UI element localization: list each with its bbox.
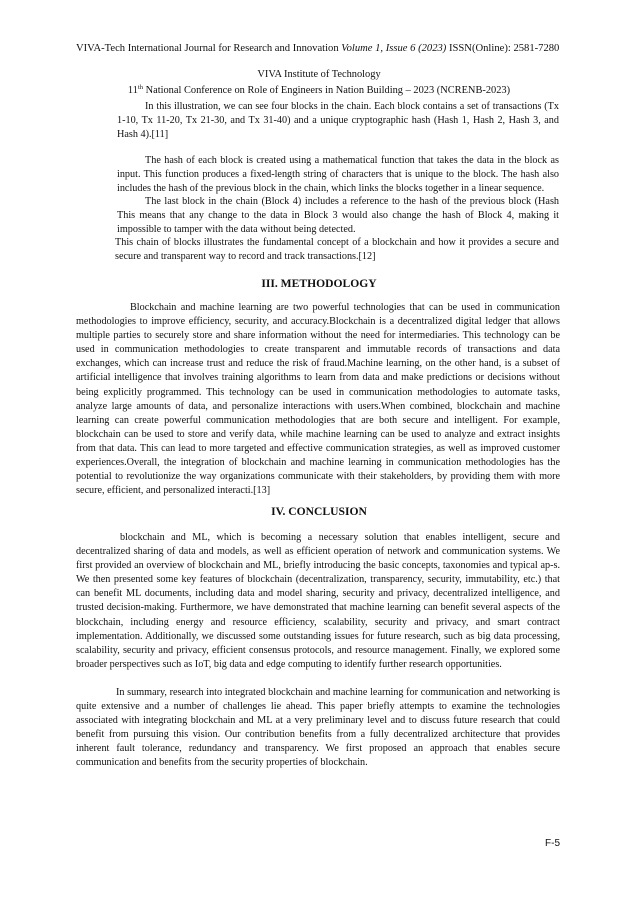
journal-issn: ISSN(Online): 2581-7280 [449, 43, 560, 54]
conference-name: 11th National Conference on Role of Engineers in Nation Building – 2023 (NCRENB-2023) [127, 84, 511, 96]
journal-name: VIVA-Tech International Journal for Research and Innovation [76, 43, 339, 54]
conclusion-paragraph-2: In summary, research into integrated blockchain and machine learning for communication and networking is quite extensive and a number of challenges lie ahead. This paper briefly attempts to examine the technologies associated with integrating blockchain and ML at a very preliminary level and to discuss future research that could benefit from pursuing this vision. Our contribution benefits from a fully decentralized architecture that provides inherent fault tolerance, redundancy and transparency. We first proposed an approach that enables secure communication and benefits from the security properties of blockchain. [76, 687, 560, 769]
journal-header [76, 42, 566, 55]
journal-volume: Volume 1, Issue 6 (2023) [341, 43, 447, 54]
page-number: F-5 [545, 838, 560, 849]
methodology-paragraph: Blockchain and machine learning are two powerful technologies that can be used in communication methodologies to improve efficiency, security, and accuracy.Blockchain is a decentralized digital ledger that allows multiple parties to securely store and share information without the need for intermediaries. This technology can be used in communication methodologies to create transparent and immutable records of transactions and data exchanges, which can increase trust and reduce the risk of fraud.Machine learning, on the other hand, is a subset of artificial intelligence that involves training algorithms to learn from data and make predictions or decisions without being explicitly programmed. This technology can be used in communication methodologies to automate tasks, analyze large amounts of data, and personalize interactions with users.When combined, blockchain and machine learning can create powerful communication methodologies that are both secure and intelligent. For example, blockchain can be used to store and verify data, while machine learning can be used to analyze and extract insights from that data. This can lead to more targeted and effective communication strategies, as well as improved customer experiences.Overall, the integration of blockchain and machine learning in communication methodologies has the potential to revolutionize the way organizations communicate with their stakeholders, by providing them with more secure, efficient, and personalized interacti.[13] [76, 302, 560, 497]
intro-paragraph-1: In this illustration, we can see four blocks in the chain. Each block contains a set of transactions (Tx 1-10, Tx 11-20, Tx 21-30, and Tx 31-40) and a unique cryptographic hash (Hash 1, Hash 2, Hash 3, and Hash 4).[11] [117, 101, 559, 141]
conclusion-heading: IV. CONCLUSION [271, 505, 367, 518]
intro-paragraph-3: The last block in the chain (Block 4) includes a reference to the hash of the previous block (Hash This means that any change to the data in Block 3 would also change the hash of Block 4, making it impossible to tamper with the data without being detected. [117, 196, 559, 236]
intro-paragraph-2: The hash of each block is created using a mathematical function that takes the data in the block as input. This function produces a fixed-length string of characters that is unique to the block. The hash also includes the hash of the previous block in the chain, which links the blocks together in a linear sequence. [117, 155, 559, 195]
methodology-heading: III. METHODOLOGY [261, 277, 377, 290]
conclusion-paragraph-1: blockchain and ML, which is becoming a necessary solution that enables intelligent, secure and decentralized sharing of data and models, as well as efficient operation of network and communication systems. We first provided an overview of blockchain and ML, briefly introducing the basic concepts, taxonomies and typical ap-s. We then presented some key features of blockchain (decentralization, transparency, security, immutability, etc.) that can benefit ML documents, including data and model sharing, security and privacy, decentralized intelligence, and trusted decision-making. Furthermore, we have demonstrated that machine learning can benefit several aspects of the blockchain, including energy and resource efficiency, scalability, security and privacy, and smart contract implementation. Additionally, we discussed some outstanding issues for future research, such as big data processing, scalability, security and privacy, efficient consensus protocols, and resource management. Finally, we explored some broader perspectives such as IoT, big data and edge computing to identify further research opportunities. [76, 532, 560, 670]
institute-name: VIVA Institute of Technology [257, 69, 381, 80]
intro-paragraph-4: This chain of blocks illustrates the fundamental concept of a blockchain and how it provides a secure and secure and transparent way to record and track transactions.[12] [115, 237, 559, 263]
